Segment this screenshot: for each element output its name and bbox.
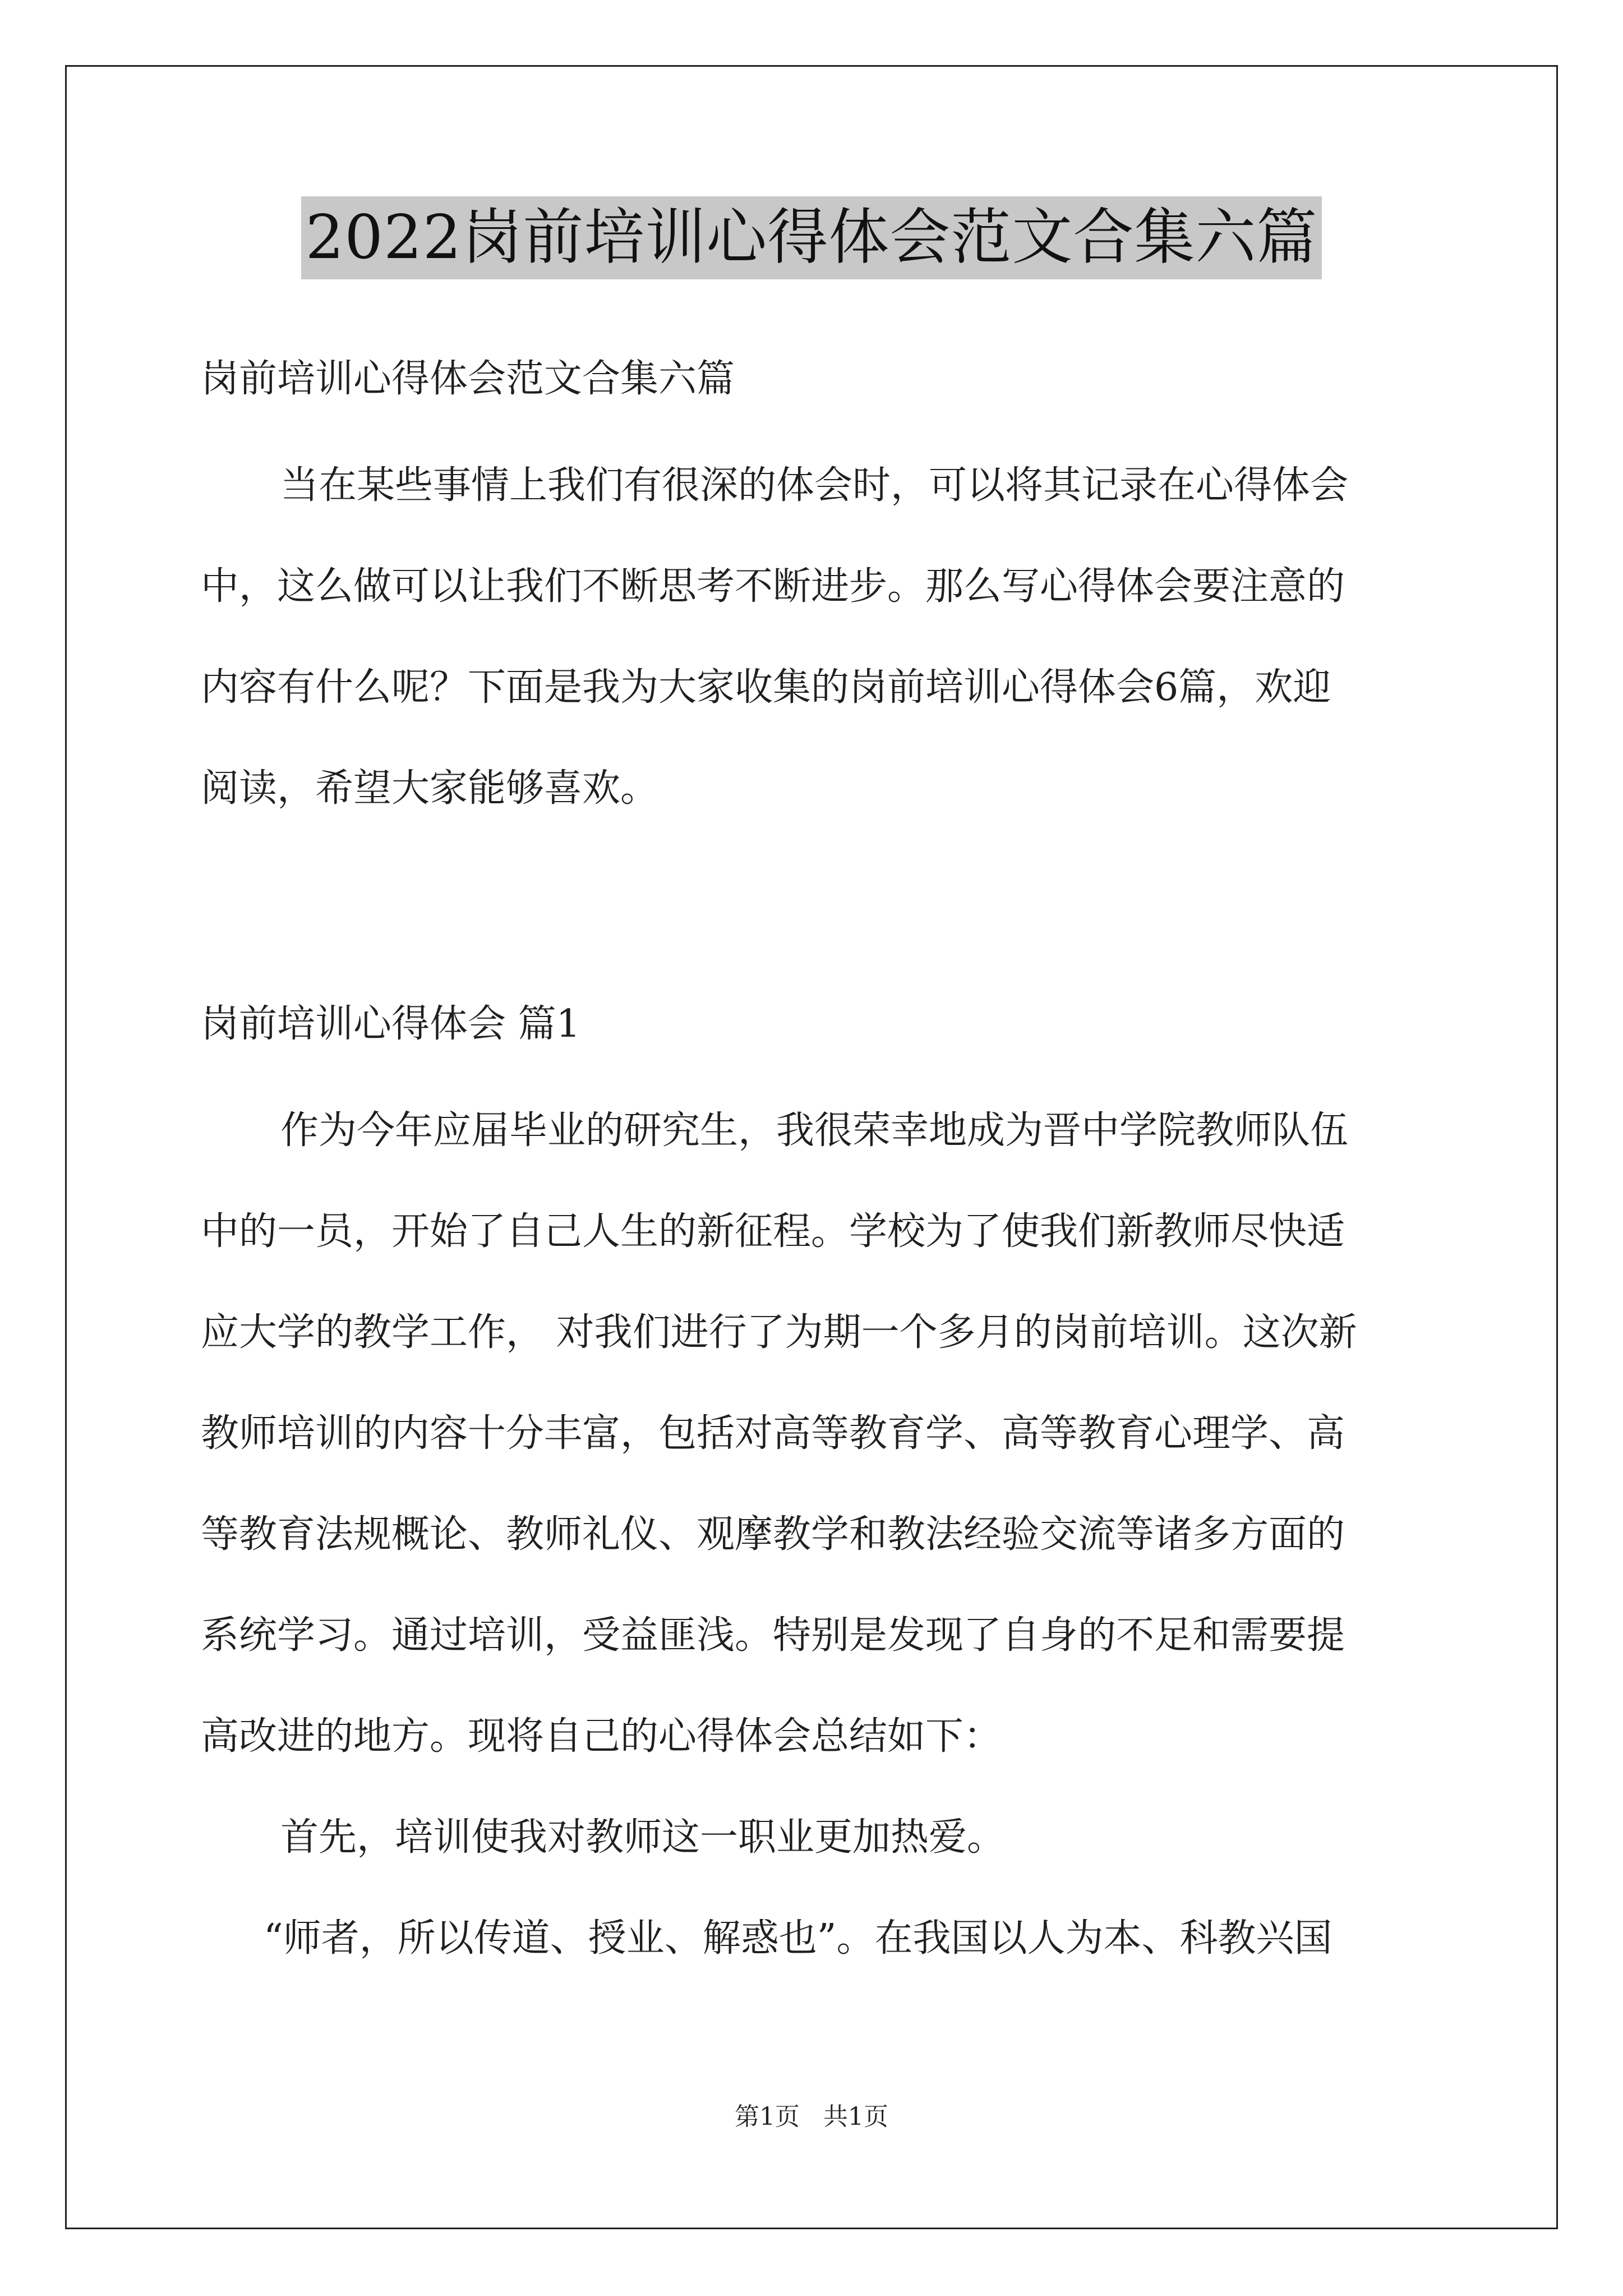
intro-line: 中，这么做可以让我们不断思考不断进步。那么写心得体会要注意的 xyxy=(201,564,1345,609)
section-line: 等教育法规概论、教师礼仪、观摩教学和教法经验交流等诸多方面的 xyxy=(201,1512,1345,1557)
title-container xyxy=(0,196,1623,279)
section-line: 中的一员，开始了自己人生的新征程。学校为了使我们新教师尽快适 xyxy=(201,1209,1345,1254)
document-subtitle: 岗前培训心得体会范文合集六篇 xyxy=(201,357,735,401)
section-line: 高改进的地方。现将自己的心得体会总结如下： xyxy=(201,1714,1002,1759)
section-line: 系统学习。通过培训，受益匪浅。特别是发现了自身的不足和需要提 xyxy=(201,1613,1345,1658)
quote-line: “师者，所以传道、授业、解惑也”。在我国以人为本、科教兴国 xyxy=(264,1916,1332,1961)
page-footer xyxy=(0,2101,1623,2133)
page-number-current: 第1页 xyxy=(735,2102,800,2131)
point-first: 首先，培训使我对教师这一职业更加热爱。 xyxy=(280,1815,1006,1860)
page-number-total: 共1页 xyxy=(823,2102,888,2131)
section-line: 教师培训的内容十分丰富，包括对高等教育学、高等教育心理学、高 xyxy=(201,1411,1345,1456)
section-line: 作为今年应届毕业的研究生，我很荣幸地成为晋中学院教师队伍 xyxy=(280,1108,1349,1153)
intro-line: 阅读，希望大家能够喜欢。 xyxy=(201,766,659,811)
intro-line: 当在某些事情上我们有很深的体会时，可以将其记录在心得体会 xyxy=(280,463,1349,508)
document-title: 2022岗前培训心得体会范文合集六篇 xyxy=(301,196,1322,279)
section-heading: 岗前培训心得体会 篇1 xyxy=(201,1002,580,1046)
section-line: 应大学的教学工作， 对我们进行了为期一个多月的岗前培训。这次新 xyxy=(201,1310,1357,1355)
intro-line: 内容有什么呢？下面是我为大家收集的岗前培训心得体会6篇，欢迎 xyxy=(201,665,1331,710)
